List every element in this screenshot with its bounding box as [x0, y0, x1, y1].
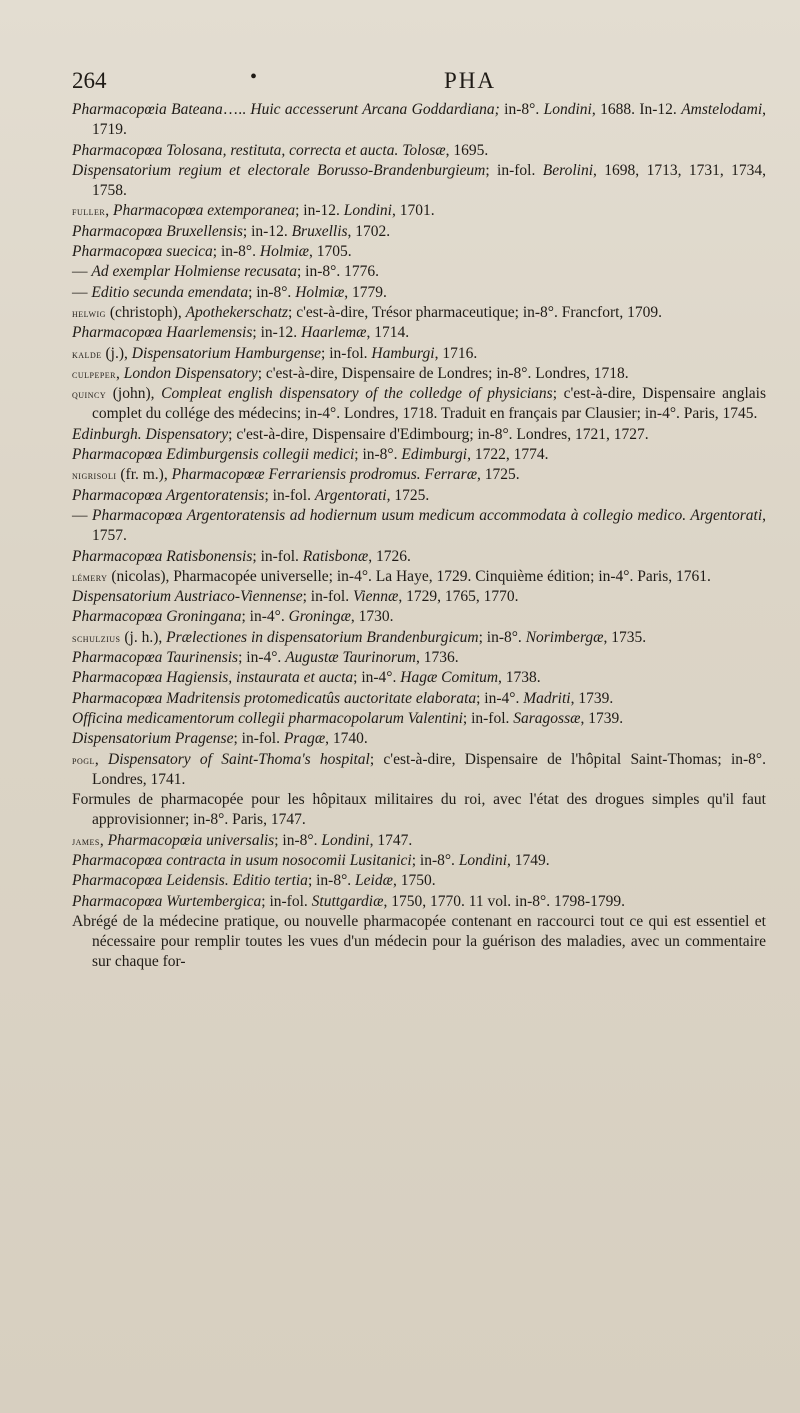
entry-text: , 1730.	[350, 608, 394, 626]
bibliography-entry	[72, 547, 766, 567]
page-title: PHA	[444, 68, 497, 93]
bibliography-entry	[72, 567, 766, 587]
entry-text: ; c'est-à-dire, Trésor pharmaceutique; in-8°. Francfort, 1709.	[288, 303, 663, 321]
entry-text: (j.),	[101, 344, 132, 362]
entry-text: , 1750.	[392, 872, 436, 890]
entry-title: Pharmacopœa Madritensis protomedicatûs auctoritate elaborata	[72, 689, 477, 707]
entry-text: ,	[116, 364, 124, 382]
entry-title: Pharmacopœa Tolosana, restituta, correcta et aucta. Tolosæ	[72, 141, 446, 159]
entry-title: Pharmacopœa Edimburgensis collegii medici	[72, 446, 355, 464]
entry-title: Pragæ	[283, 730, 326, 748]
entry-text: , 1779.	[344, 283, 387, 301]
bibliography-entry	[72, 242, 766, 262]
bibliography-entry	[72, 628, 766, 648]
entry-text: ; in-fol.	[321, 344, 372, 362]
entry-text: ; in-fol.	[233, 730, 284, 748]
entry-title: Hagæ Comitum	[400, 669, 499, 687]
entry-title: Apothekerschatz	[185, 303, 289, 321]
author-name: kalde	[72, 346, 102, 361]
entry-text: ; in-8°.	[248, 283, 296, 301]
entry-title: Officina medicamentorum collegii pharmacopolarum Valentini	[72, 709, 463, 727]
entry-title: Pharmacopœa Argentoratensis	[72, 486, 265, 504]
author-name: james	[72, 833, 100, 848]
author-name: culpeper	[72, 366, 117, 381]
entry-text: ; c'est-à-dire, Dispensaire anglais complet du collége des médecins; in-4°. Londres, 1718. Traduit en français par Clausier; in-4°. Paris, 1745.	[92, 385, 766, 423]
entry-title: Compleat english dispensatory of the colledge of physicians	[161, 385, 553, 403]
bibliography-entry	[72, 871, 766, 891]
entry-text: ; in-4°.	[238, 649, 286, 667]
entry-title: Leidæ	[355, 872, 393, 890]
entry-text: in-8°.	[499, 101, 544, 118]
entry-text: (john),	[106, 385, 162, 403]
bibliography-entry	[72, 689, 766, 709]
entry-text: ; in-8°.	[307, 872, 356, 890]
entry-text: …..	[222, 101, 251, 118]
bibliography-entry	[72, 851, 766, 871]
entry-title: Norimbergæ	[525, 628, 604, 646]
entry-text: ; c'est-à-dire, Dispensaire d'Edimbourg; in-8°. Londres, 1721, 1727.	[228, 425, 649, 443]
entry-title: Holmiæ	[259, 243, 309, 261]
entry-text: , 1740.	[325, 730, 368, 748]
entry-title: Dispensatorium Austriaco-Viennense	[72, 588, 303, 606]
bibliography-entry	[72, 729, 766, 749]
page-number: 264	[72, 68, 107, 93]
entry-title: Pharmacopœa Hagiensis, instaurata et aucta	[72, 669, 354, 687]
entry-text: , 1719.	[92, 101, 767, 139]
entry-text: ; in-8°.	[354, 446, 402, 464]
entry-title: Pharmacopœia universalis	[107, 831, 275, 849]
entry-text: ; in-12.	[242, 222, 292, 240]
entry-title: Edinburgh. Dispensatory	[72, 425, 229, 443]
entry-title: Berolini	[542, 161, 594, 179]
entry-title: Dispensatorium regium et electorale Borusso-Brandenburgieum	[72, 161, 486, 179]
bibliography-entry	[72, 201, 766, 221]
author-name: quincy	[72, 387, 107, 402]
entry-text: —	[72, 283, 92, 301]
entry-text: , 1701.	[391, 202, 435, 220]
entry-title: Augustæ Taurinorum	[285, 649, 416, 667]
bibliography-entry	[72, 364, 766, 384]
header-dot: •	[250, 66, 258, 88]
entry-title: Huic accesserunt Arcana Goddardiana;	[250, 101, 500, 118]
entry-title: Dispensatorium Hamburgense	[131, 344, 322, 362]
author-name: lémery	[72, 569, 108, 584]
entry-text: (nicolas), Pharmacopée universelle; in-4°. La Haye, 1729. Cinquième édition; in-4°. Paris, 1761.	[107, 567, 711, 585]
bibliography-entry	[72, 425, 766, 445]
bibliography-entry	[72, 587, 766, 607]
entry-text: ,	[99, 831, 108, 849]
bibliography-entry	[72, 262, 766, 282]
entry-text: (fr. m.),	[116, 466, 172, 484]
entry-text: ; in-fol.	[485, 161, 543, 179]
bibliography-entry	[72, 892, 766, 912]
entry-text: , 1695.	[445, 141, 489, 159]
entry-title: Pharmacopœa Haarlemensis	[72, 324, 253, 342]
entry-text: , 1738.	[498, 669, 541, 687]
entry-title: Dispensatorium Pragense	[72, 730, 234, 748]
entry-title: Pharmacopœæ Ferrariensis prodromus. Ferraræ	[171, 466, 478, 484]
entry-title: Londini	[458, 851, 508, 869]
bibliography-list	[72, 100, 766, 973]
entry-text: , 1749.	[507, 851, 550, 869]
author-name: fuller	[72, 204, 106, 219]
entry-text: , 1735.	[603, 628, 647, 646]
bibliography-entry	[72, 750, 766, 791]
bibliography-entry	[72, 790, 766, 831]
entry-title: Ratisbonæ	[302, 547, 369, 565]
entry-title: Groningæ	[288, 608, 351, 626]
entry-text: ; c'est-à-dire, Dispensaire de Londres; in-8°. Londres, 1718.	[257, 364, 629, 382]
entry-text: ; in-fol.	[261, 892, 312, 910]
entry-title: Londini	[321, 831, 370, 849]
entry-title: Saragossæ	[513, 709, 581, 727]
entry-text: ; in-fol.	[264, 486, 315, 504]
entry-title: Ad exemplar Holmiense recusata	[91, 263, 297, 281]
entry-text: ; in-fol.	[462, 709, 514, 727]
entry-title: Bruxellis	[291, 222, 348, 240]
entry-title: Pharmacopœa extemporanea	[112, 202, 296, 220]
entry-title: Pharmacopœa Ratisbonensis	[72, 547, 253, 565]
entry-text: , 1736.	[415, 649, 459, 667]
entry-title: Pharmacopœa contracta in usum nosocomii Lusitanici	[72, 851, 412, 869]
entry-text: ,	[105, 202, 113, 220]
entry-title: Pharmacopœa Argentoratensis ad hodiernum usum medicum accommodata à collegio medico. Argentorati	[92, 506, 763, 524]
entry-text: , 1705.	[308, 243, 352, 261]
bibliography-entry	[72, 506, 766, 547]
entry-text: ; in-fol.	[302, 588, 353, 606]
entry-text: ; in-12.	[252, 324, 302, 342]
entry-title: Edimburgi	[401, 446, 468, 464]
entry-text: Formules de pharmacopée pour les hôpitaux militaires du roi, avec l'état des drogues simples qu'il faut approvisionner; in-8°. Paris, 1747.	[72, 791, 766, 829]
entry-text: , 1726.	[368, 547, 411, 565]
entry-text: ; in-4°.	[476, 689, 524, 707]
entry-title: Pharmacopœa Bruxellensis	[72, 222, 243, 240]
bibliography-entry	[72, 648, 766, 668]
author-name: pogl	[72, 752, 95, 767]
entry-title: Pharmacopœa Taurinensis	[72, 649, 239, 667]
entry-text: , 1757.	[92, 506, 766, 545]
entry-text: , 1688. In-12.	[591, 101, 682, 118]
author-name: schulzius	[72, 630, 121, 645]
entry-text: , 1739.	[580, 709, 624, 727]
entry-title: Londini	[343, 202, 392, 220]
entry-title: Madriti	[523, 689, 571, 707]
entry-title: Dispensatory of Saint-Thoma's hospital	[108, 750, 370, 768]
entry-title: Haarlemæ	[301, 324, 367, 342]
entry-text: , 1750, 1770. 11 vol. in-8°. 1798-1799.	[383, 892, 625, 910]
bibliography-entry	[72, 912, 766, 973]
entry-text: ; c'est-à-dire, Dispensaire de l'hôpital Saint-Thomas; in-8°. Londres, 1741.	[92, 750, 766, 788]
bibliography-entry	[72, 222, 766, 242]
entry-title: Pharmacopœa suecica	[72, 243, 213, 261]
entry-title: Pharmacopœa Wurtembergica	[72, 892, 262, 910]
entry-text: , 1725.	[477, 466, 520, 484]
entry-text: , 1729, 1765, 1770.	[398, 588, 519, 606]
entry-text: ; in-4°.	[241, 608, 289, 626]
entry-text: —	[72, 506, 93, 524]
entry-text: ; in-fol.	[252, 547, 303, 565]
entry-text: ; in-8°.	[478, 628, 526, 646]
bibliography-entry	[72, 668, 766, 688]
entry-title: Viennæ	[352, 588, 399, 606]
entry-title: Holmiæ	[295, 283, 345, 301]
entry-text: , 1739.	[570, 689, 614, 707]
bibliography-entry	[72, 283, 766, 303]
entry-title: Stuttgardiæ	[311, 892, 384, 910]
bibliography-entry	[72, 445, 766, 465]
entry-title: Hamburgi	[371, 344, 435, 362]
entry-text: , 1747.	[369, 831, 413, 849]
author-name: helwig	[72, 305, 106, 320]
bibliography-entry	[72, 141, 766, 161]
entry-title: London Dispensatory	[123, 364, 258, 382]
entry-title: Pharmacopœia Bateana	[72, 101, 223, 118]
entry-text: , 1725.	[386, 486, 430, 504]
entry-title: Amstelodami	[681, 101, 763, 118]
entry-text: , 1714.	[366, 324, 410, 342]
entry-title: Pharmacopœa Leidensis. Editio tertia	[72, 872, 308, 890]
entry-text: ; in-8°.	[411, 851, 459, 869]
bibliography-entry	[72, 100, 766, 141]
entry-text: , 1716.	[434, 344, 478, 362]
bibliography-entry	[72, 709, 766, 729]
entry-text: , 1702.	[347, 222, 391, 240]
bibliography-entry	[72, 465, 766, 485]
running-head	[72, 66, 766, 100]
entry-text: ; in-8°. 1776.	[297, 263, 379, 281]
entry-title: Londini	[543, 101, 592, 118]
author-name: nigrisoli	[72, 468, 117, 483]
entry-text: ; in-8°.	[274, 831, 322, 849]
bibliography-entry	[72, 161, 766, 202]
entry-title: Argentorati	[314, 486, 387, 504]
entry-text: , 1722, 1774.	[467, 446, 549, 464]
entry-text: —	[72, 263, 92, 281]
entry-title: Pharmacopœa Groningana	[72, 608, 242, 626]
entry-text: ,	[94, 750, 109, 768]
entry-text: ; in-4°.	[353, 669, 401, 687]
entry-title: Editio secunda emendata	[91, 283, 249, 301]
bibliography-entry	[72, 607, 766, 627]
entry-text: (christoph),	[105, 303, 186, 321]
bibliography-entry	[72, 303, 766, 323]
bibliography-entry	[72, 831, 766, 851]
bibliography-entry	[72, 344, 766, 364]
bibliography-entry	[72, 384, 766, 425]
entry-text: ; in-8°.	[212, 243, 260, 261]
entry-title: Prælectiones in dispensatorium Brandenburgicum	[166, 628, 479, 646]
entry-text: ; in-12.	[295, 202, 344, 220]
entry-text: Abrégé de la médecine pratique, ou nouvelle pharmacopée contenant en raccourci tout ce qui est essentiel et nécessaire pour remplir toutes les vues d'un médecin pour la guérison des maladies, avec un commentaire sur chaque for-	[72, 912, 766, 971]
bibliography-entry	[72, 323, 766, 343]
entry-text: , 1698, 1713, 1731, 1734, 1758.	[92, 161, 767, 200]
entry-text: (j. h.),	[120, 628, 167, 646]
bibliography-entry	[72, 486, 766, 506]
